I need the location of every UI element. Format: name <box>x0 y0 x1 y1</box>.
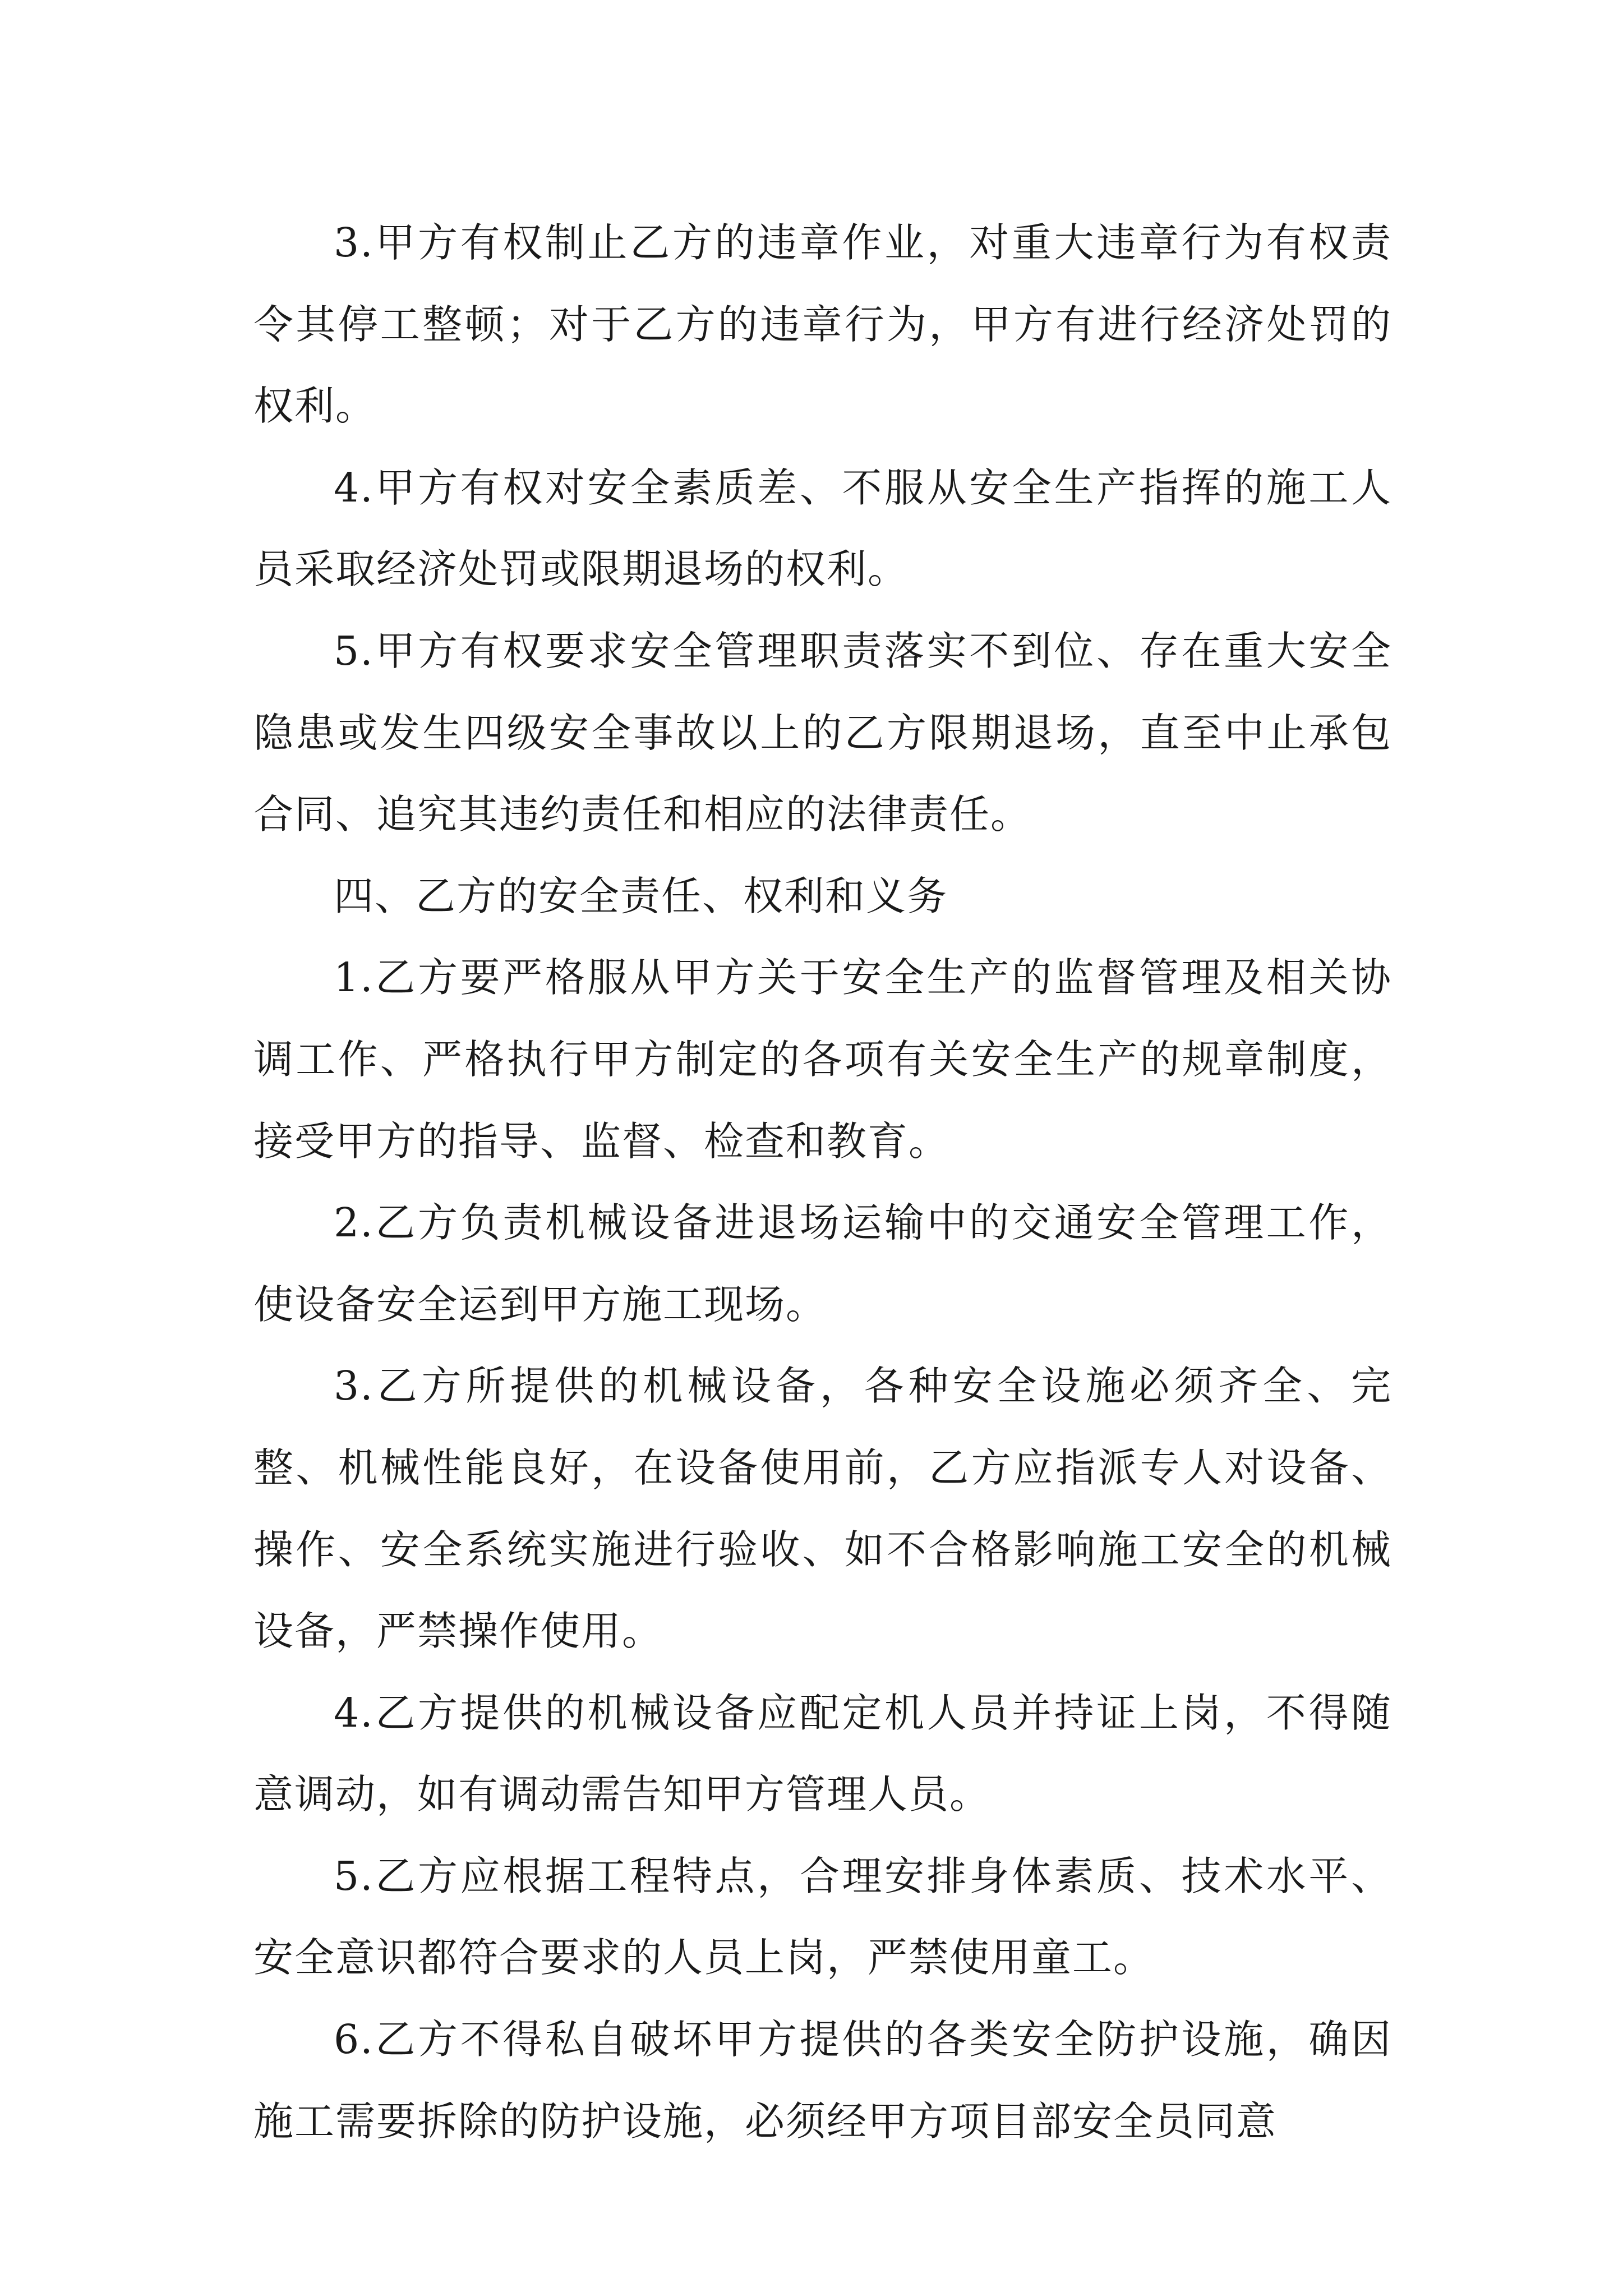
clause-party-b-2: 2.乙方负责机械设备进退场运输中的交通安全管理工作，使设备安全运到甲方施工现场。 <box>253 1199 1392 1328</box>
clause-party-b-6: 6.乙方不得私自破坏甲方提供的各类安全防护设施，确因施工需要拆除的防护设施，必须经甲方项目部安全员同意 <box>253 2016 1392 2145</box>
clause-party-b-5: 5.乙方应根据工程特点，合理安排身体素质、技术水平、安全意识都符合要求的人员上岗，严禁使用童工。 <box>253 1852 1392 1981</box>
clause-party-a-4: 4.甲方有权对安全素质差、不服从安全生产指挥的施工人员采取经济处罚或限期退场的权利。 <box>253 464 1392 593</box>
section-heading-party-b: 四、乙方的安全责任、权利和义务 <box>334 872 948 919</box>
clause-party-b-3: 3.乙方所提供的机械设备，各种安全设施必须齐全、完整、机械性能良好，在设备使用前，乙方应指派专人对设备、操作、安全系统实施进行验收、如不合格影响施工安全的机械设备，严禁操作使用。 <box>253 1363 1392 1655</box>
clause-party-a-3: 3.甲方有权制止乙方的违章作业，对重大违章行为有权责令其停工整顿；对于乙方的违章行为，甲方有进行经济处罚的权利。 <box>253 219 1392 430</box>
clause-party-b-1: 1.乙方要严格服从甲方关于安全生产的监督管理及相关协调工作、严格执行甲方制定的各项有关安全生产的规章制度，接受甲方的指导、监督、检查和教育。 <box>253 954 1392 1165</box>
clause-party-a-5: 5.甲方有权要求安全管理职责落实不到位、存在重大安全隐患或发生四级安全事故以上的乙方限期退场，直至中止承包合同、追究其违约责任和相应的法律责任。 <box>253 627 1392 838</box>
clause-party-b-4: 4.乙方提供的机械设备应配定机人员并持证上岗，不得随意调动，如有调动需告知甲方管理人员。 <box>253 1689 1392 1818</box>
document-body <box>253 202 1392 2162</box>
